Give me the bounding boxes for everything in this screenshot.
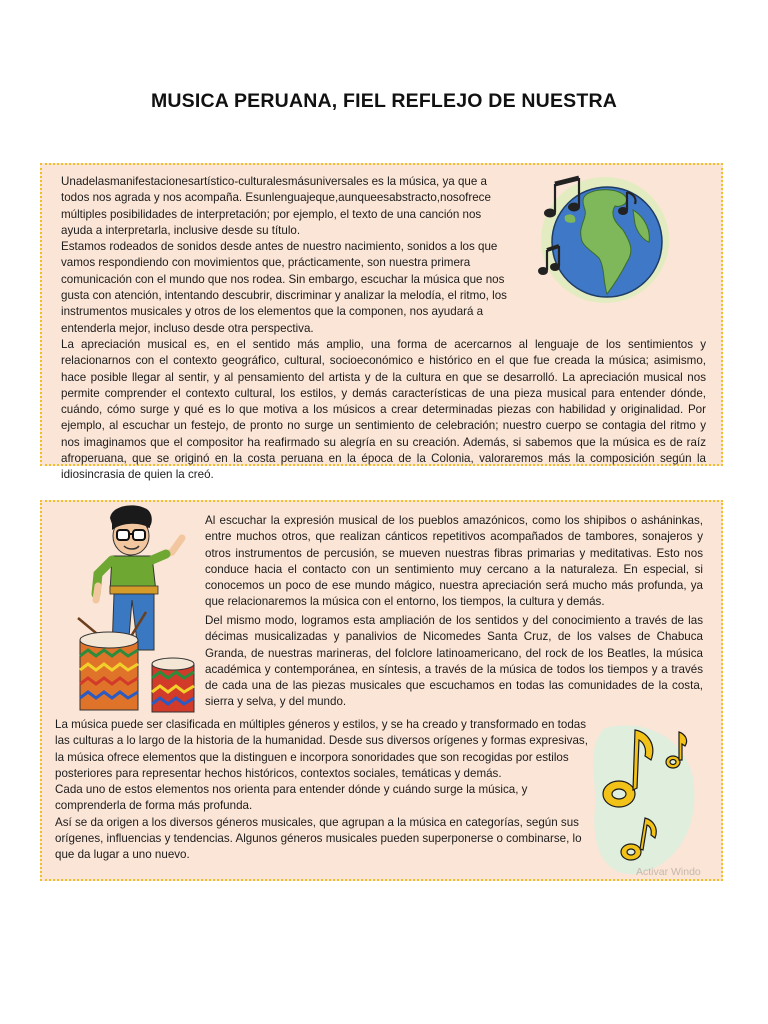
text-line: Cada uno de estos elementos nos orienta para entender dónde y cuándo surge la música, y [55, 783, 528, 797]
text-line: la música ofrece elementos que la distinguen e incorpora sonoridades que son recogidas por estilos [55, 750, 569, 764]
text-line: entenderla mejor, incluso desde otra perspectiva. [61, 321, 314, 335]
intro-narrow-text [61, 174, 531, 337]
text-line: posteriores para representar hechos históricos, contextos sociales, temáticas y demás. [55, 766, 502, 780]
ampliacion-paragraph: Del mismo modo, logramos esta ampliación de los sentidos y del conocimiento a través de las décimas musicalizadas y panalivios de Nicomedes Santa Cruz, de los valses de Chabuca Granda, de nuestras marineras, del folclore latinoamericano, del rock de los Beatles, la música académica y contemporánea, en síntesis, a través de la música de todos los tiempos y a través de cada una de las piezas musicales que escuchamos en todas las comunidades de la costa, sierra y selva, y del mundo. [205, 614, 703, 709]
globe-with-music-notes-icon [525, 170, 675, 310]
page-title: MUSICA PERUANA, FIEL REFLEJO DE NUESTRA [150, 90, 618, 112]
text-line: Así se da origen a los diversos géneros musicales, que agrupan a la música en categorías, según sus [55, 815, 579, 829]
text-line: las culturas a lo largo de la historia de la humanidad. Desde sus diversos orígenes y formas expresivas, [55, 734, 588, 748]
text-line: La música puede ser clasificada en múltiples géneros y estilos, y se ha creado y transformado en todas [55, 718, 587, 731]
text-line: que da lugar a uno nuevo. [55, 848, 190, 862]
amazonia-paragraph: Al escuchar la expresión musical de los pueblos amazónicos, como los shipibos o asháninkas, entre muchos otros, que realizan cánticos repetitivos acompañados de tambores, sonajeros y otros instrumentos de percusión, se mueven nuestras fibras primarias y meditativas. Esto nos conduce hacia el contacto con un sentimiento muy cercano a la naturaleza. En especial, si conocemos un poco de ese mundo mágico, nuestra apreciación será mucho más profunda, ya que relacionaremos la música con el entorno, los tiempos, la cultura y demás. [205, 514, 703, 609]
apreciacion-paragraph: La apreciación musical es, en el sentido más amplio, una forma de acercarnos al lenguaje de los sentimientos y relacionarnos con el contexto geográfico, cultural, socioeconómico e histórico en el que fue creada la música; asimismo, hace posible llegar al sentir, y al pensamiento del artista y de la cultura en que se desarrolló. La apreciación musical nos permite comprender el contexto cultural, los estilos, y demás características de una pieza musical para entender dónde, cuándo, cómo surge y qué es lo que motiva a los músicos a crear determinadas piezas con habilidad y originalidad. Por ejemplo, al escuchar un festejo, de pronto no surge un sentimiento de celebración; nuestro cuerpo se contagia del ritmo y nos imaginamos que el compositor ha reafirmado su alegría en su creación. Además, si sabemos que la música es de raíz afroperuana, que se originó en la costa peruana en la época de la Colonia, valoraremos más la composición según la idiosincrasia de quien la creó. [61, 338, 706, 482]
text-line: Estamos rodeados de sonidos desde antes de nuestro nacimiento, sonidos a los que [61, 240, 498, 254]
text-line: vamos respondiendo con movimientos que, prácticamente, son nuestra primera [61, 256, 471, 270]
text-line: orígenes, influencias y tendencias. Algunos géneros musicales pueden superponerse o combinarse, lo [55, 832, 582, 846]
music-notes-icon [585, 718, 705, 878]
activation-watermark: Activar Windo [636, 866, 701, 878]
text-line: gusta con atención, intentando descubrir, discriminar y analizar la melodía, el ritmo, los [61, 289, 507, 303]
text-line: Unadelasmanifestacionesartístico-culturalesmásuniversales es la música, ya que a [61, 175, 487, 188]
text-line: ayuda a interpretarla, inclusive desde su título. [61, 223, 301, 237]
generos-text [55, 717, 615, 864]
text-line: todos nos agrada y nos acompaña. Esunlenguajeque,aunqueesabstracto,nosofrece [61, 191, 491, 205]
text-line: instrumentos musicales y otros de los elementos que la componen, nos ayudará a [61, 305, 484, 319]
text-line: múltiples posibilidades de interpretación; por ejemplo, el texto de una canción nos [61, 207, 482, 221]
text-line: comprenderla de forma más profunda. [55, 799, 253, 813]
text-line: comunicación con el mundo que nos rodea. Sin embargo, escuchar la música que nos [61, 272, 505, 286]
boy-playing-drums-illustration [68, 500, 203, 715]
